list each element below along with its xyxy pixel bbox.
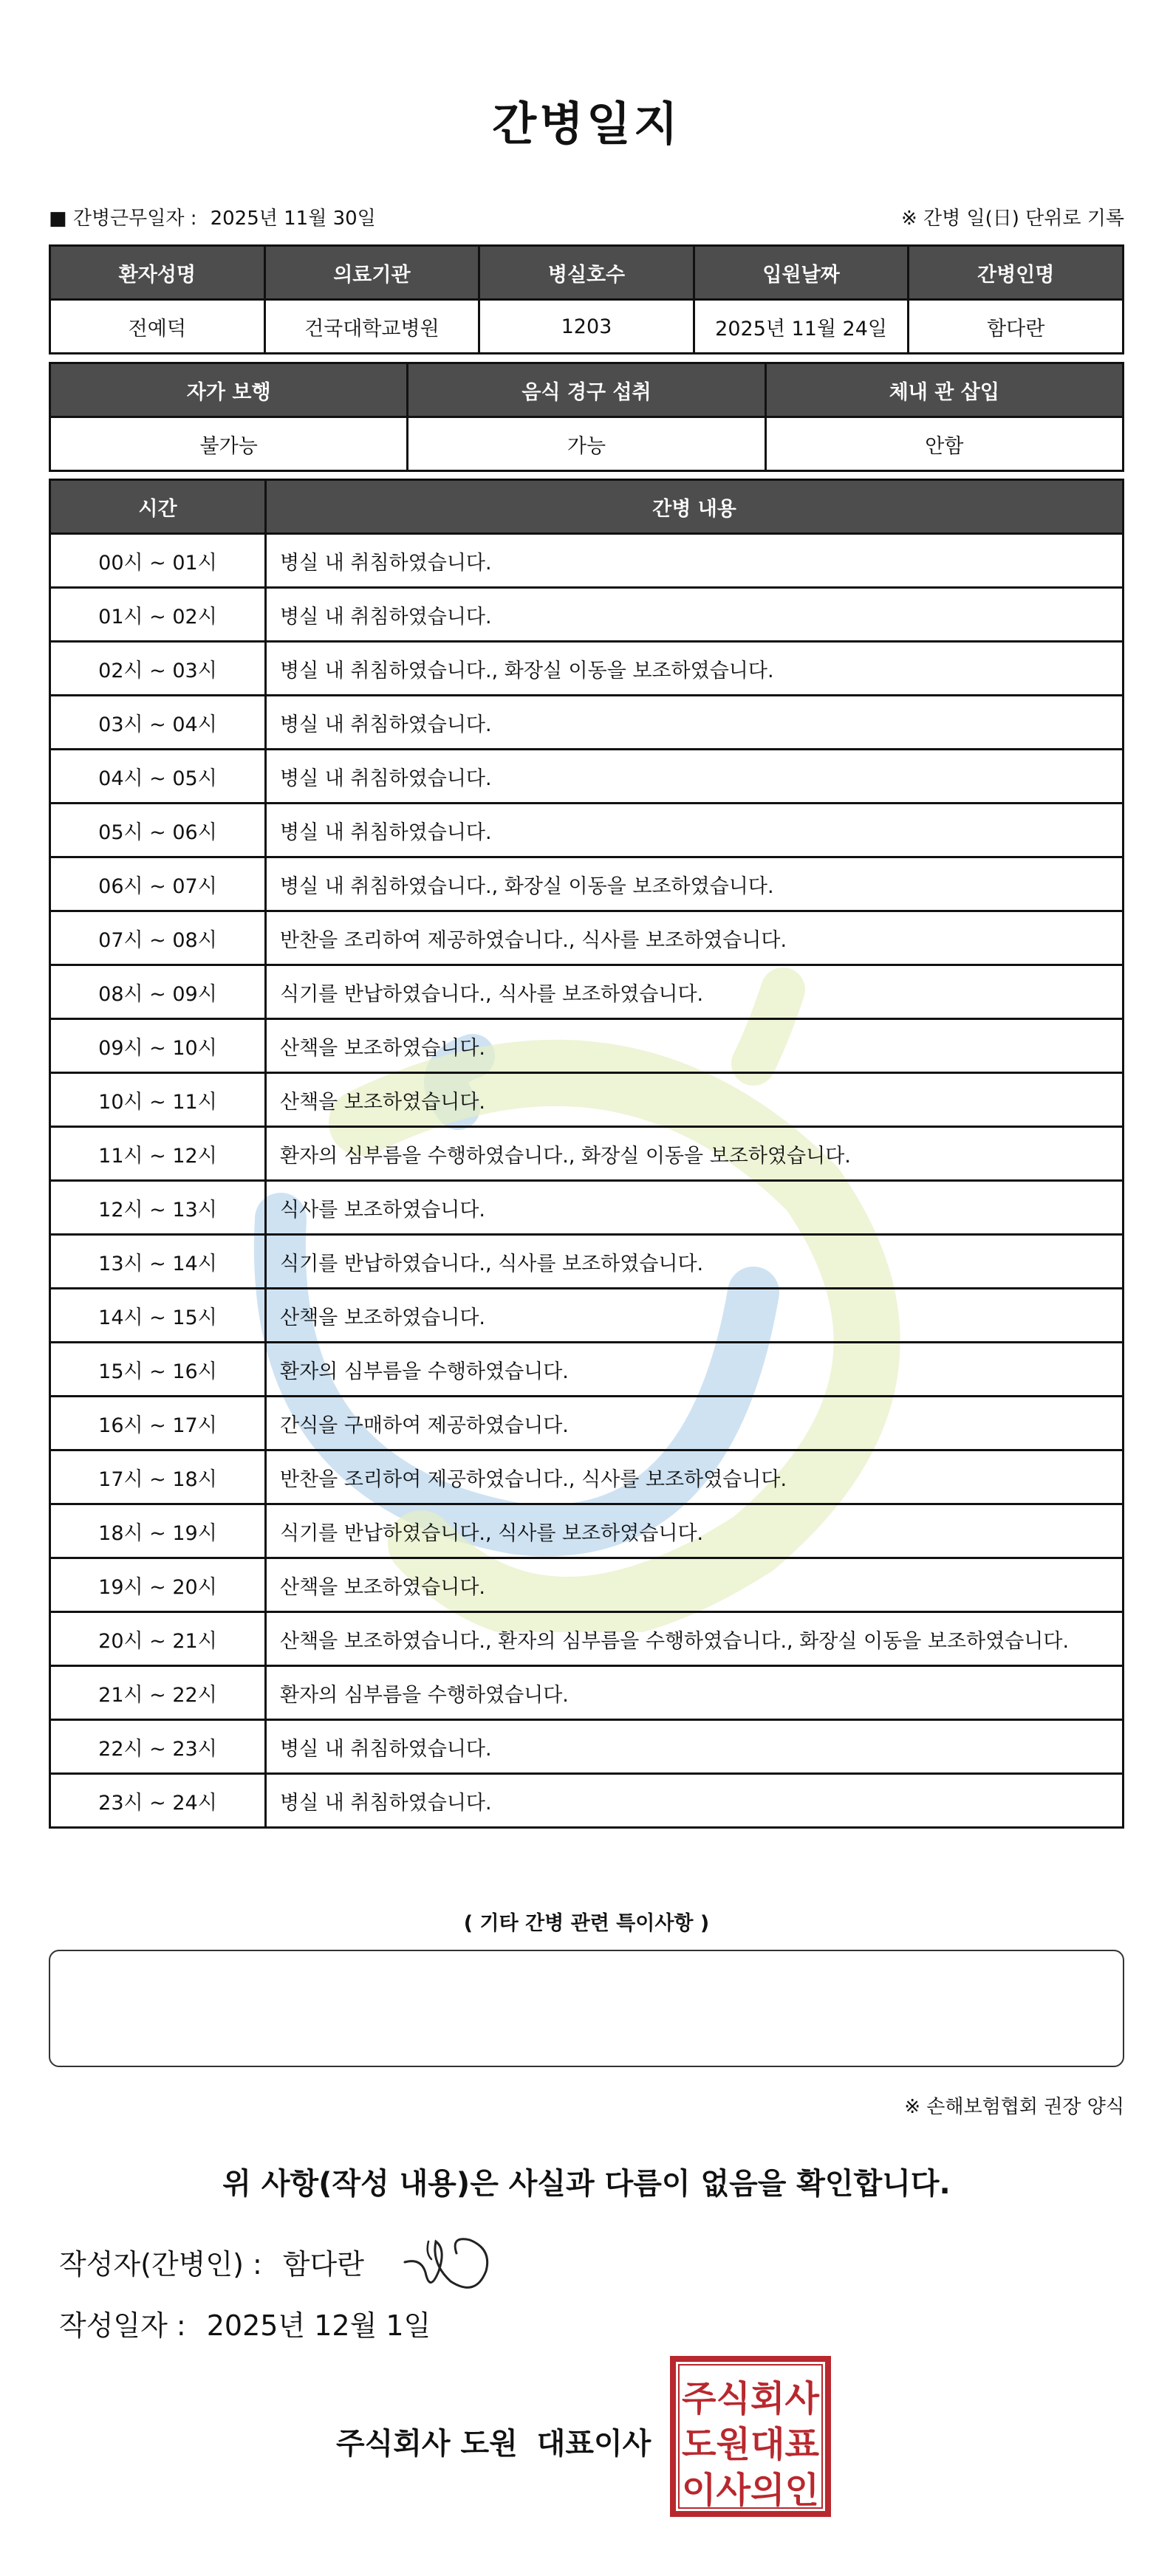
- care-content-cell: 식사를 보조하였습니다.: [266, 1181, 1124, 1235]
- time-cell: 09시 ~ 10시: [50, 1019, 266, 1073]
- table-row: [50, 1397, 1124, 1450]
- care-content-cell: 식기를 반납하였습니다., 식사를 보조하였습니다.: [266, 1235, 1124, 1289]
- care-content-cell: 산책을 보조하였습니다.: [266, 1019, 1124, 1073]
- writer-name: 함다란: [282, 2248, 364, 2281]
- time-cell: 06시 ~ 07시: [50, 857, 266, 911]
- header-hospital: 의료기관: [264, 246, 479, 300]
- table-row: [50, 642, 1124, 696]
- time-cell: 19시 ~ 20시: [50, 1558, 266, 1612]
- table-row: [50, 1289, 1124, 1343]
- written-date-label: 작성일자 :: [59, 2309, 186, 2342]
- table-row: [50, 1666, 1124, 1720]
- admission-date: 2025년 11월 24일: [694, 300, 909, 354]
- company-line: [336, 2420, 651, 2462]
- room-number: 1203: [479, 300, 694, 354]
- table-row: [50, 534, 1124, 588]
- time-cell: 23시 ~ 24시: [50, 1774, 266, 1828]
- table-row: [50, 1774, 1124, 1828]
- table-row: [50, 1343, 1124, 1397]
- care-content-cell: 병실 내 취침하였습니다.: [266, 1720, 1124, 1774]
- writer-label: 작성자(간병인) :: [59, 2248, 262, 2281]
- notes-box: [49, 1950, 1124, 2067]
- time-cell: 15시 ~ 16시: [50, 1343, 266, 1397]
- table-row: [50, 1612, 1124, 1666]
- table-row: [50, 750, 1124, 804]
- care-content-cell: 병실 내 취침하였습니다.: [266, 696, 1124, 750]
- table-row: [50, 588, 1124, 642]
- table-row: [50, 1181, 1124, 1235]
- table-row: [50, 1127, 1124, 1181]
- table-row: [50, 1558, 1124, 1612]
- care-content-cell: 반찬을 조리하여 제공하였습니다., 식사를 보조하였습니다.: [266, 1450, 1124, 1504]
- table-row: [50, 804, 1124, 857]
- care-content-cell: 식기를 반납하였습니다., 식사를 보조하였습니다.: [266, 1504, 1124, 1558]
- header-self-walking: 자가 보행: [50, 363, 408, 417]
- time-cell: 16시 ~ 17시: [50, 1397, 266, 1450]
- patient-status-table: [49, 362, 1124, 472]
- table-row: [50, 1235, 1124, 1289]
- representative-title: 대표이사: [536, 2427, 652, 2461]
- time-cell: 18시 ~ 19시: [50, 1504, 266, 1558]
- care-content-cell: 환자의 심부름을 수행하였습니다.: [266, 1666, 1124, 1720]
- hospital: 건국대학교병원: [264, 300, 479, 354]
- company-seal: [668, 2354, 832, 2518]
- header-room-number: 병실호수: [479, 246, 694, 300]
- header-caregiver-name: 간병인명: [909, 246, 1124, 300]
- care-content-cell: 병실 내 취침하였습니다.: [266, 804, 1124, 857]
- table-row: [50, 1504, 1124, 1558]
- company-name: 주식회사 도원: [336, 2427, 518, 2461]
- care-content-cell: 병실 내 취침하였습니다., 화장실 이동을 보조하였습니다.: [266, 857, 1124, 911]
- time-cell: 04시 ~ 05시: [50, 750, 266, 804]
- seal-line-3: 이사의인: [682, 2470, 819, 2511]
- time-cell: 05시 ~ 06시: [50, 804, 266, 857]
- care-content-cell: 식기를 반납하였습니다., 식사를 보조하였습니다.: [266, 965, 1124, 1019]
- table-row: [50, 911, 1124, 965]
- time-cell: 07시 ~ 08시: [50, 911, 266, 965]
- table-row: [50, 1720, 1124, 1774]
- care-content-cell: 환자의 심부름을 수행하였습니다., 화장실 이동을 보조하였습니다.: [266, 1127, 1124, 1181]
- work-date-label: ■ 간병근무일자 :: [49, 208, 197, 230]
- header-care-content: 간병 내용: [266, 480, 1124, 534]
- page-title: 간병일지: [492, 97, 681, 151]
- care-content-cell: 병실 내 취침하였습니다.: [266, 534, 1124, 588]
- tube-insertion: 안함: [765, 417, 1123, 471]
- time-cell: 20시 ~ 21시: [50, 1612, 266, 1666]
- table-row: [50, 1019, 1124, 1073]
- self-walking: 불가능: [50, 417, 408, 471]
- table-row: [50, 965, 1124, 1019]
- table-row: [50, 1450, 1124, 1504]
- time-cell: 03시 ~ 04시: [50, 696, 266, 750]
- time-cell: 01시 ~ 02시: [50, 588, 266, 642]
- table-row: [50, 1073, 1124, 1127]
- care-content-cell: 병실 내 취침하였습니다.: [266, 750, 1124, 804]
- header-time: 시간: [50, 480, 266, 534]
- notes-title: ( 기타 간병 관련 특이사항 ): [463, 1912, 710, 1935]
- care-log-table: [49, 479, 1124, 1829]
- time-cell: 10시 ~ 11시: [50, 1073, 266, 1127]
- header-oral-intake: 음식 경구 섭취: [408, 363, 765, 417]
- patient-info-table: [49, 244, 1124, 354]
- form-note: ※ 손해보험협회 권장 양식: [904, 2096, 1124, 2118]
- time-cell: 22시 ~ 23시: [50, 1720, 266, 1774]
- time-cell: 21시 ~ 22시: [50, 1666, 266, 1720]
- table-row: [50, 857, 1124, 911]
- care-content-cell: 환자의 심부름을 수행하였습니다.: [266, 1343, 1124, 1397]
- header-tube-insertion: 체내 관 삽입: [765, 363, 1123, 417]
- care-content-cell: 산책을 보조하였습니다.: [266, 1073, 1124, 1127]
- meta-row: [49, 203, 1124, 230]
- care-content-cell: 산책을 보조하였습니다.: [266, 1289, 1124, 1343]
- time-cell: 00시 ~ 01시: [50, 534, 266, 588]
- oral-intake: 가능: [408, 417, 765, 471]
- work-date-value: 2025년 11월 30일: [210, 208, 376, 230]
- patient-name: 전예덕: [50, 300, 265, 354]
- time-cell: 08시 ~ 09시: [50, 965, 266, 1019]
- time-cell: 17시 ~ 18시: [50, 1450, 266, 1504]
- writer-row: [59, 2241, 364, 2282]
- seal-line-1: 주식회사: [682, 2378, 820, 2419]
- time-cell: 14시 ~ 15시: [50, 1289, 266, 1343]
- handwritten-signature: [399, 2219, 510, 2301]
- seal-line-2: 도원대표: [682, 2424, 820, 2465]
- care-content-cell: 병실 내 취침하였습니다., 화장실 이동을 보조하였습니다.: [266, 642, 1124, 696]
- written-date-value: 2025년 12월 1일: [206, 2309, 431, 2342]
- confirmation-statement: 위 사항(작성 내용)은 사실과 다름이 없음을 확인합니다.: [222, 2167, 951, 2201]
- written-date-row: [59, 2303, 431, 2343]
- time-cell: 02시 ~ 03시: [50, 642, 266, 696]
- care-content-cell: 산책을 보조하였습니다., 환자의 심부름을 수행하였습니다., 화장실 이동을 보조하였습니다.: [266, 1612, 1124, 1666]
- time-cell: 11시 ~ 12시: [50, 1127, 266, 1181]
- unit-note: ※ 간병 일(日) 단위로 기록: [900, 208, 1124, 230]
- care-content-cell: 간식을 구매하여 제공하였습니다.: [266, 1397, 1124, 1450]
- care-content-cell: 산책을 보조하였습니다.: [266, 1558, 1124, 1612]
- header-admission-date: 입원날짜: [694, 246, 909, 300]
- header-patient-name: 환자성명: [50, 246, 265, 300]
- time-cell: 13시 ~ 14시: [50, 1235, 266, 1289]
- table-row: [50, 696, 1124, 750]
- care-content-cell: 반찬을 조리하여 제공하였습니다., 식사를 보조하였습니다.: [266, 911, 1124, 965]
- care-content-cell: 병실 내 취침하였습니다.: [266, 1774, 1124, 1828]
- care-content-cell: 병실 내 취침하였습니다.: [266, 588, 1124, 642]
- caregiver-name: 함다란: [909, 300, 1124, 354]
- time-cell: 12시 ~ 13시: [50, 1181, 266, 1235]
- work-date: [49, 203, 376, 230]
